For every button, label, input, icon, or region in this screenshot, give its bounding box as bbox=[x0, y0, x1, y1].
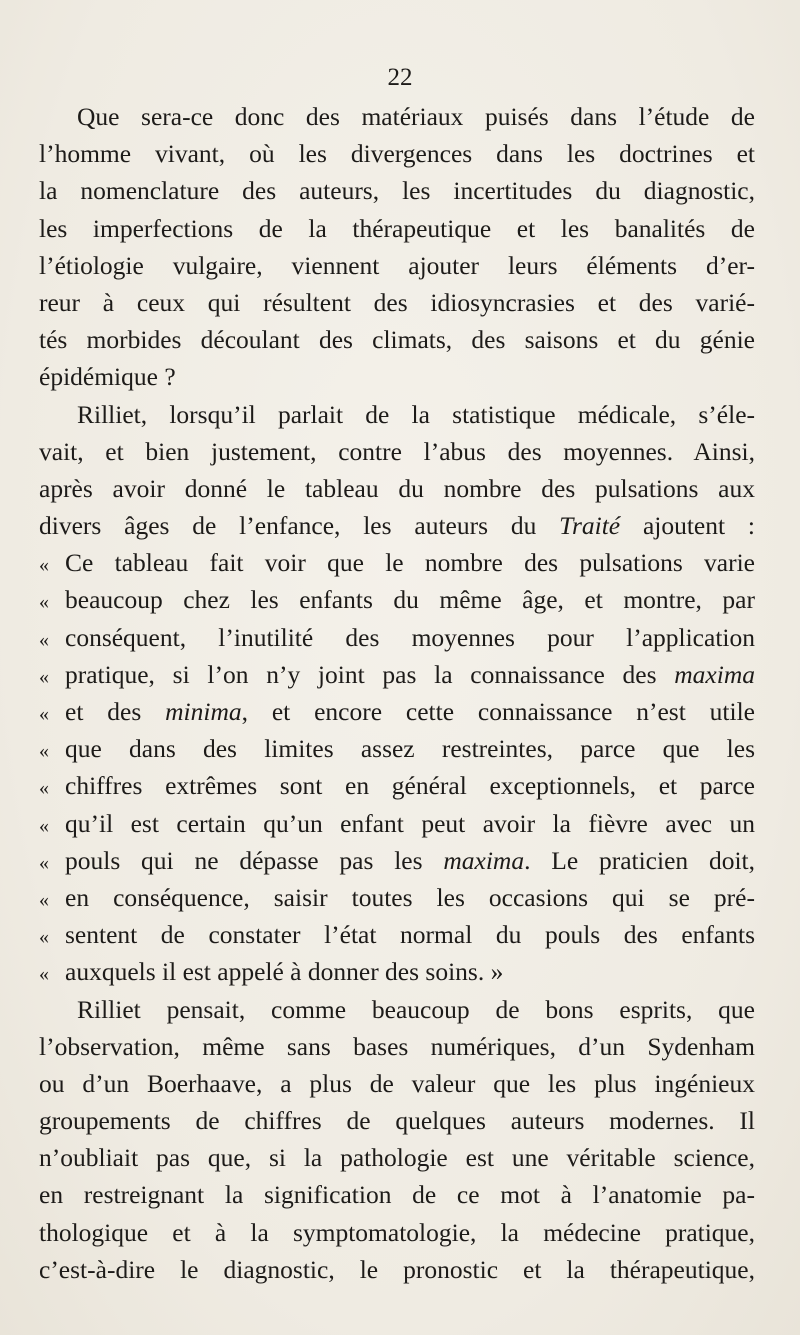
text-line bbox=[39, 358, 755, 395]
text-run: reur à ceux qui résultent des idiosyncrasies et des varié- bbox=[39, 287, 755, 317]
quote-mark: « bbox=[39, 740, 49, 763]
text-line bbox=[39, 619, 755, 656]
text-line bbox=[39, 284, 755, 321]
text-line bbox=[39, 1102, 755, 1139]
text-run: l’homme vivant, où les divergences dans les doctrines et bbox=[39, 139, 755, 169]
text-run: que dans des limites assez restreintes, parce que les bbox=[65, 734, 755, 764]
text-run: la nomenclature des auteurs, les incertitudes du diagnostic, bbox=[39, 176, 755, 206]
text-line bbox=[39, 470, 755, 507]
text-line bbox=[39, 991, 755, 1028]
text-run: et des bbox=[65, 697, 166, 726]
text-run: tés morbides découlant des climats, des saisons et du génie bbox=[39, 325, 755, 355]
text-run: c’est-à-dire le diagnostic, le pronostic et la thérapeutique, bbox=[39, 1254, 755, 1284]
italic-text: Traité bbox=[559, 511, 621, 541]
quote-mark: « bbox=[39, 814, 49, 837]
text-line bbox=[39, 953, 755, 990]
text-run: ajoutent : bbox=[620, 511, 755, 541]
text-line bbox=[39, 1214, 755, 1251]
quote-mark: « bbox=[39, 888, 49, 911]
text-run: . Le praticien doit, bbox=[524, 845, 755, 875]
text-run: épidémique ? bbox=[39, 362, 176, 392]
text-line bbox=[39, 805, 755, 842]
text-line bbox=[39, 1028, 755, 1065]
quote-mark: « bbox=[39, 628, 49, 651]
text-line bbox=[39, 1139, 755, 1176]
text-run: Que sera-ce donc des matériaux puisés dans l’étude de bbox=[77, 102, 755, 131]
text-run: conséquent, l’inutilité des moyennes pour l’application bbox=[65, 622, 755, 652]
quote-mark: « bbox=[39, 703, 49, 725]
text-run: groupements de chiffres de quelques auteurs modernes. Il bbox=[39, 1106, 755, 1136]
text-line bbox=[39, 767, 755, 804]
text-line bbox=[39, 730, 755, 767]
text-run: Ce tableau fait voir que le nombre des pulsations varie bbox=[65, 548, 755, 578]
text-line bbox=[39, 842, 755, 879]
text-run: chiffres extrêmes sont en général exceptionnels, et parce bbox=[65, 771, 755, 801]
text-line bbox=[39, 1065, 755, 1102]
quote-mark: « bbox=[39, 591, 49, 614]
quote-mark: « bbox=[39, 851, 49, 874]
text-run: en restreignant la signification de ce mot à l’anatomie pa- bbox=[39, 1180, 755, 1210]
text-run: n’oubliait pas que, si la pathologie est une véritable science, bbox=[39, 1143, 755, 1173]
quote-mark: « bbox=[39, 777, 49, 800]
quote-mark: « bbox=[39, 665, 49, 688]
italic-text: maxima bbox=[674, 659, 755, 689]
text-line bbox=[39, 135, 755, 172]
text-run: vait, et bien justement, contre l’abus des moyennes. Ainsi, bbox=[39, 436, 755, 466]
text-run: en conséquence, saisir toutes les occasions qui se pré- bbox=[65, 882, 755, 912]
text-line bbox=[39, 396, 755, 433]
quote-mark: « bbox=[39, 926, 49, 949]
text-run: qu’il est certain qu’un enfant peut avoir la fièvre avec un bbox=[65, 808, 755, 838]
text-line bbox=[39, 210, 755, 247]
text-run: Rilliet pensait, comme beaucoup de bons esprits, que bbox=[77, 994, 755, 1024]
text-line bbox=[39, 916, 755, 953]
text-run: Rilliet, lorsqu’il parlait de la statistique médicale, s’éle- bbox=[77, 399, 755, 429]
text-run: pouls qui ne dépasse pas les bbox=[65, 845, 444, 875]
text-run: thologique et à la symptomatologie, la médecine pratique, bbox=[39, 1217, 755, 1247]
italic-text: maxima bbox=[443, 845, 525, 875]
text-run: ou d’un Boerhaave, a plus de valeur que les plus ingénieux bbox=[39, 1068, 755, 1098]
text-run: beaucoup chez les enfants du même âge, et montre, par bbox=[65, 585, 755, 615]
text-line bbox=[39, 656, 755, 693]
text-run: pratique, si l’on n’y joint pas la connaissance des bbox=[65, 659, 675, 689]
text-line bbox=[39, 507, 755, 544]
text-run: après avoir donné le tableau du nombre des pulsations aux bbox=[39, 473, 755, 503]
text-line bbox=[39, 581, 755, 618]
text-line bbox=[39, 172, 755, 209]
quote-mark: « bbox=[39, 554, 49, 577]
page-number: 22 bbox=[387, 64, 413, 91]
text-run: l’étiologie vulgaire, viennent ajouter leurs éléments d’er- bbox=[39, 250, 755, 280]
text-run: , et encore cette connaissance n’est utile bbox=[241, 697, 755, 726]
text-line bbox=[39, 433, 755, 470]
italic-text: minima bbox=[165, 697, 242, 726]
text-run: divers âges de l’enfance, les auteurs du bbox=[39, 511, 560, 541]
text-run: les imperfections de la thérapeutique et les banalités de bbox=[39, 213, 755, 243]
text-line bbox=[39, 544, 755, 581]
text-run: sentent de constater l’état normal du pouls des enfants bbox=[65, 920, 755, 950]
text-line bbox=[39, 1251, 755, 1288]
text-line bbox=[39, 98, 755, 135]
text-line bbox=[39, 879, 755, 916]
text-line bbox=[39, 1176, 755, 1213]
text-line bbox=[39, 693, 755, 730]
text-line bbox=[39, 247, 755, 284]
text-run: auxquels il est appelé à donner des soins. » bbox=[65, 957, 504, 987]
text-run: l’observation, même sans bases numériques, d’un Sydenham bbox=[39, 1031, 755, 1061]
body-text bbox=[39, 98, 755, 1288]
text-line bbox=[39, 321, 755, 358]
quote-mark: « bbox=[39, 963, 49, 986]
